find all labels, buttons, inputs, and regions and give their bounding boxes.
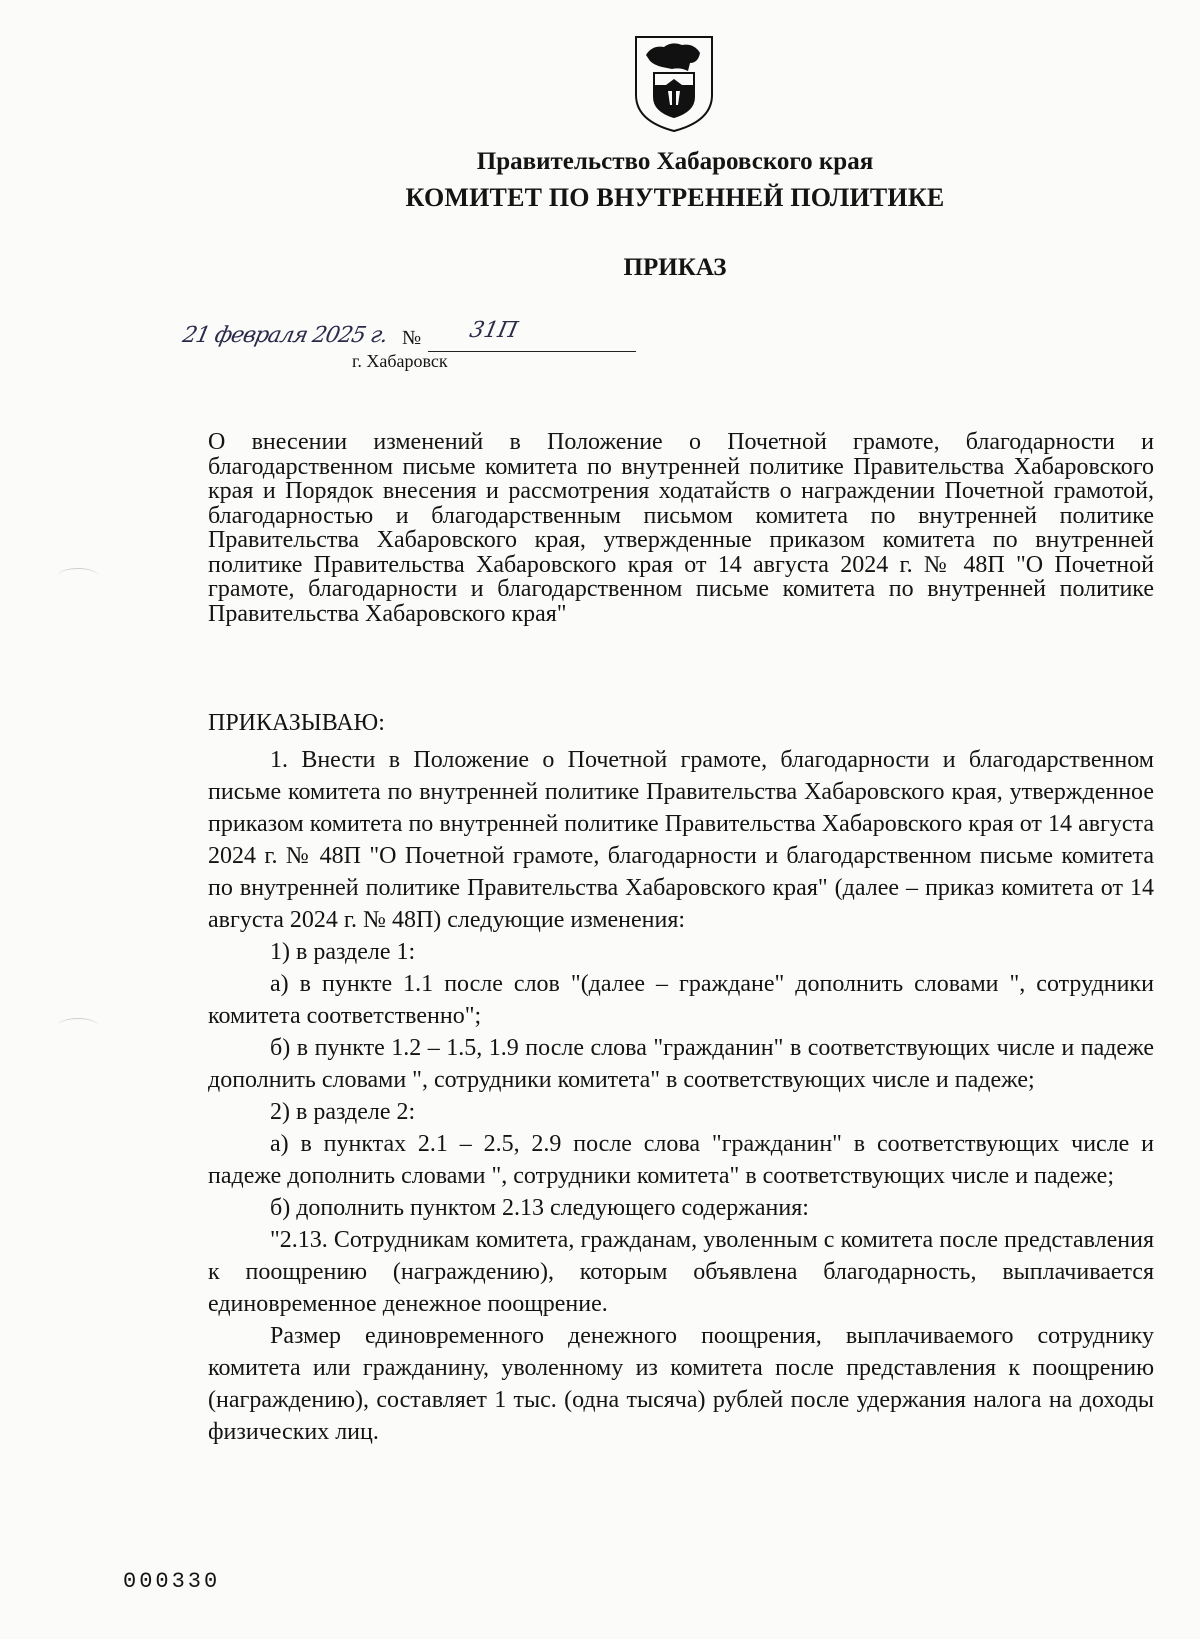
paragraph: "2.13. Сотрудникам комитета, гражданам, уволенным с комитета после представления к поощрению (награждению), которым объявлена благодарность, выплачивается единовременное денежное поощрение. [208,1227,1154,1317]
paragraph: б) дополнить пунктом 2.13 следующего содержания: [270,1195,809,1221]
paragraph: Размер единовременного денежного поощрения, выплачиваемого сотруднику комитета или гражданину, уволенному из комитета после представления к поощрению (награждению), составляет 1 тыс. (одна тысяча) рублей после удержания налога на доходы физических лиц. [208,1323,1154,1445]
paragraph: а) в пунктах 2.1 – 2.5, 2.9 после слова "гражданин" в соответствующих числе и падеже дополнить словами ", сотрудники комитета" в соответствующих числе и падеже; [208,1131,1154,1189]
stamp-number: 000330 [123,1569,221,1594]
paragraph: б) в пункте 1.2 – 1.5, 1.9 после слова "гражданин" в соответствующих числе и падеже дополнить словами ", сотрудники комитета" в соответствующих числе и падеже; [208,1035,1154,1093]
organization-name: Правительство Хабаровского края [476,148,874,175]
document-subject: О внесении изменений в Положение о Почетной грамоте, благодарности и благодарственном письме комитета по внутренней политике Правительства Хабаровского края и Порядок внесения и рассмотрения ходатайств о награждении Почетной грамотой, благодарностью и благодарственным письмом комитета по внутренней политике Правительства Хабаровского края, утвержденные приказом комитета по внутренней политике Правительства Хабаровского края от 14 августа 2024 г. № 48П "О Почетной грамоте, благодарности и благодарственном письме комитета по внутренней политике Правительства Хабаровского края" [208,429,1154,627]
handwritten-date: 21 февраля 2025 г. [180,323,390,348]
document-body [208,744,1154,1448]
khabarovsk-coat-of-arms-icon [632,33,716,135]
paragraph: 1. Внести в Положение о Почетной грамоте, благодарности и благодарственном письме комитета по внутренней политике Правительства Хабаровского края, утвержденное приказом комитета по внутренней политике Правительства Хабаровского края от 14 августа 2024 г. № 48П "О Почетной грамоте, благодарности и благодарственном письме комитета по внутренней политике Правительства Хабаровского края" (далее – приказ комитета от 14 августа 2024 г. № 48П) следующие изменения: [208,747,1154,933]
number-label: № [402,327,422,349]
scan-margin-mark [58,568,98,583]
paragraph: 1) в разделе 1: [270,939,416,965]
paragraph: а) в пункте 1.1 после слов "(далее – граждане" дополнить словами ", сотрудники комитета соответственно"; [208,971,1154,1029]
scan-margin-mark [58,1018,98,1033]
city: г. Хабаровск [352,351,448,371]
number-underline [428,351,636,352]
committee-name: КОМИТЕТ ПО ВНУТРЕННЕЙ ПОЛИТИКЕ [405,183,945,212]
document-type: ПРИКАЗ [623,254,727,281]
handwritten-number: 31П [467,318,520,343]
order-word: ПРИКАЗЫВАЮ: [208,710,385,736]
paragraph: 2) в разделе 2: [270,1099,416,1125]
